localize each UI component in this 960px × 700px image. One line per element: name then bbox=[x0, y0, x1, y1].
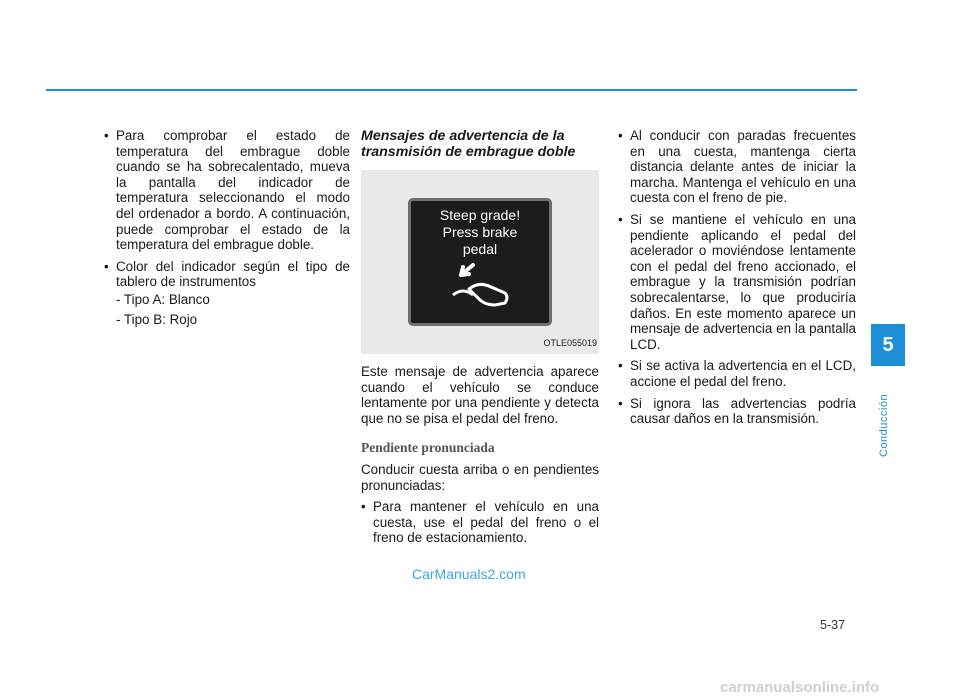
list-item: • Si ignora las advertencias podría causar daños en la transmisión. bbox=[618, 395, 856, 427]
chapter-label: Conducción bbox=[878, 393, 890, 457]
col3-bullet-list bbox=[618, 128, 856, 427]
page-number: 5-37 bbox=[820, 618, 846, 632]
list-item: • Color del indicador según el tipo de tablero de instrumentos bbox=[104, 258, 350, 290]
column-2 bbox=[361, 128, 599, 552]
list-item: • Si se mantiene el vehículo en una pendiente aplicando el pedal del acelerador o moviéndose lentamente con el pedal del freno accionado, el embrague y la transmisión podrían sobrecalentarse, lo que produciría daños. En este momento aparece un mensaje de advertencia en la pantalla LCD. bbox=[618, 211, 856, 352]
lcd-screen bbox=[408, 198, 552, 326]
sub-item-tipo-a: - Tipo A: Blanco bbox=[116, 291, 210, 307]
chapter-number-tab: 5 bbox=[871, 324, 905, 366]
section-title: Mensajes de advertencia de la transmisión de embrague doble bbox=[361, 128, 576, 160]
column-1 bbox=[104, 128, 350, 331]
col2-bullet-list bbox=[361, 499, 599, 546]
warning-figure bbox=[361, 170, 599, 354]
list-item: • Para comprobar el estado de temperatura del embrague doble cuando se ha sobrecalentado, mueva la pantalla del indicador de temperatura seleccionando el modo del ordenador a bordo. A continuación, puede comprobar el estado de la temperatura del embrague doble. bbox=[104, 128, 350, 253]
figure-code: OTLE055019 bbox=[543, 338, 597, 349]
list-item: • Para mantener el vehículo en una cuesta, use el pedal del freno o el freno de estacionamiento. bbox=[361, 499, 599, 546]
subheading: Pendiente pronunciada bbox=[361, 440, 495, 456]
lcd-message: Steep grade! Press brake pedal bbox=[439, 207, 521, 257]
paragraph: Conducir cuesta arriba o en pendientes pronunciadas: bbox=[361, 461, 599, 493]
column-3 bbox=[618, 128, 856, 433]
watermark-link[interactable]: CarManuals2.com bbox=[412, 566, 526, 582]
paragraph: Este mensaje de advertencia aparece cuando el vehículo se conduce lentamente por una pendiente y detecta que no se pisa el pedal del freno. bbox=[361, 364, 599, 426]
top-rule bbox=[46, 89, 857, 91]
sub-item-tipo-b: - Tipo B: Rojo bbox=[116, 311, 198, 327]
brake-pedal-icon bbox=[449, 261, 517, 317]
col1-bullet-list bbox=[104, 128, 350, 290]
list-item: • Al conducir con paradas frecuentes en una cuesta, mantenga cierta distancia delante antes de iniciar la marcha. Mantenga el vehículo en una cuesta con el freno de pie. bbox=[618, 128, 856, 206]
list-item: • Si se activa la advertencia en el LCD, accione el pedal del freno. bbox=[618, 358, 856, 389]
footer-watermark: carmanualsonline.info bbox=[720, 679, 880, 696]
